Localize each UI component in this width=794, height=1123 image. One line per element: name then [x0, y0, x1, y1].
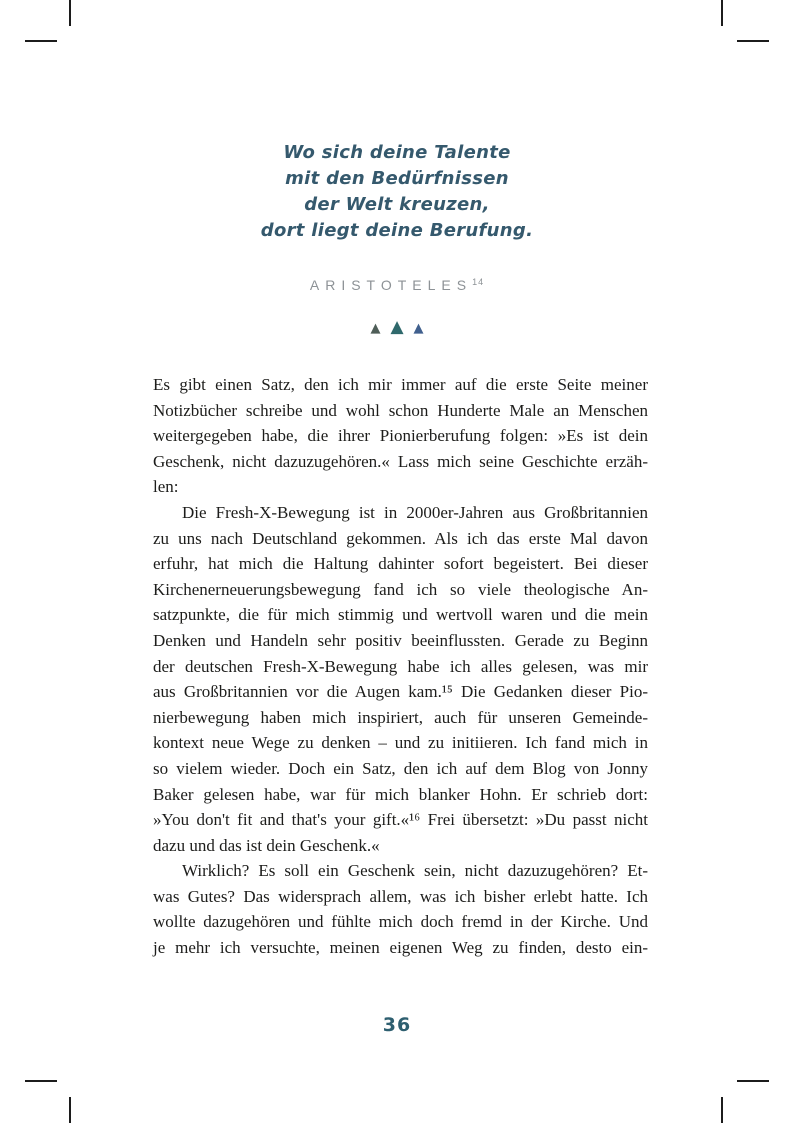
body-line: so vielem wieder. Doch ein Satz, den ich auf dem Blog von Jonny	[153, 758, 648, 778]
body-line: Es gibt einen Satz, den ich mir immer auf die erste Seite meiner	[153, 375, 648, 394]
body-line: erfuhr, hat mich die Haltung dahinter sofort begeistert. Bei dieser	[153, 554, 648, 574]
body-line: was Gutes? Das widersprach allem, was ich bisher erlebt hatte. Ich	[153, 886, 648, 906]
body-line: kontext neue Wege zu denken – und zu initiieren. Ich fand mich in	[153, 733, 648, 753]
body-line: Die Fresh-X-Bewegung ist in 2000er-Jahren aus Großbritannien	[182, 502, 648, 522]
crop-mark-bottom-left-horizontal	[25, 1080, 57, 1082]
body-line: dazu und das ist dein Geschenk.«	[153, 835, 380, 855]
body-line: Wirklich? Es soll ein Geschenk sein, nicht dazuzugehören? Et-	[182, 861, 648, 881]
crop-mark-bottom-right-horizontal	[737, 1080, 769, 1082]
body-line: Geschenk, nicht dazuzugehören.« Lass mich seine Geschichte erzäh-	[153, 451, 648, 471]
footnote-marker: 14	[472, 277, 485, 287]
quote-line: mit den Bedürfnissen	[285, 168, 509, 189]
quote-line: dort liegt deine Berufung.	[260, 220, 534, 241]
triangle-icon: ▲	[370, 321, 381, 336]
body-line: wollte dazugehören und fühlte mich doch fremd in der Kirche. Und	[153, 912, 648, 932]
body-line: satzpunkte, die für mich stimmig und wertvoll waren und die mein	[153, 605, 648, 625]
crop-mark-bottom-left-vertical	[69, 1097, 71, 1123]
body-line: nierbewegung haben mich inspiriert, auch für unseren Gemeinde-	[153, 707, 648, 727]
crop-mark-top-left-vertical	[69, 0, 71, 26]
section-divider	[0, 316, 794, 340]
chapter-quote	[0, 140, 794, 244]
body-line: Denken und Handeln sehr positiv beeinflussten. Gerade zu Beginn	[153, 630, 648, 650]
body-line: Notizbücher schreibe und wohl schon Hunderte Male an Menschen	[153, 400, 648, 420]
page-number: 36	[382, 1014, 412, 1036]
crop-mark-top-right-horizontal	[737, 40, 769, 42]
attribution-name: ARISTOTELES	[309, 277, 473, 293]
body-line: zu uns nach Deutschland gekommen. Als ich das erste Mal davon	[153, 528, 648, 548]
triangle-icon: ▲	[390, 317, 404, 337]
crop-mark-top-left-horizontal	[25, 40, 57, 42]
crop-mark-bottom-right-vertical	[721, 1097, 723, 1123]
crop-mark-top-right-vertical	[721, 0, 723, 26]
body-line: aus Großbritannien vor die Augen kam.¹⁵ Die Gedanken dieser Pio-	[153, 682, 648, 702]
body-line: len:	[153, 477, 179, 497]
body-line: der deutschen Fresh-X-Bewegung habe ich alles gelesen, was mir	[153, 656, 648, 676]
triangle-icon: ▲	[413, 321, 424, 336]
body-line: weitergegeben habe, die ihrer Pionierberufung folgen: »Es ist dein	[153, 426, 648, 446]
body-line: je mehr ich versuchte, meinen eigenen Weg zu finden, desto ein-	[153, 938, 648, 958]
body-line: Baker gelesen habe, war für mich blanker Hohn. Er schrieb dort:	[153, 784, 648, 804]
body-text	[153, 372, 648, 961]
body-line: Kirchenerneuerungsbewegung fand ich so viele theologische An-	[153, 579, 648, 599]
quote-line: Wo sich deine Talente	[283, 142, 511, 163]
quote-attribution	[0, 277, 794, 293]
quote-line: der Welt kreuzen,	[304, 194, 490, 215]
body-line: »You don't fit and that's your gift.«¹⁶ Frei übersetzt: »Du passt nicht	[153, 810, 648, 830]
